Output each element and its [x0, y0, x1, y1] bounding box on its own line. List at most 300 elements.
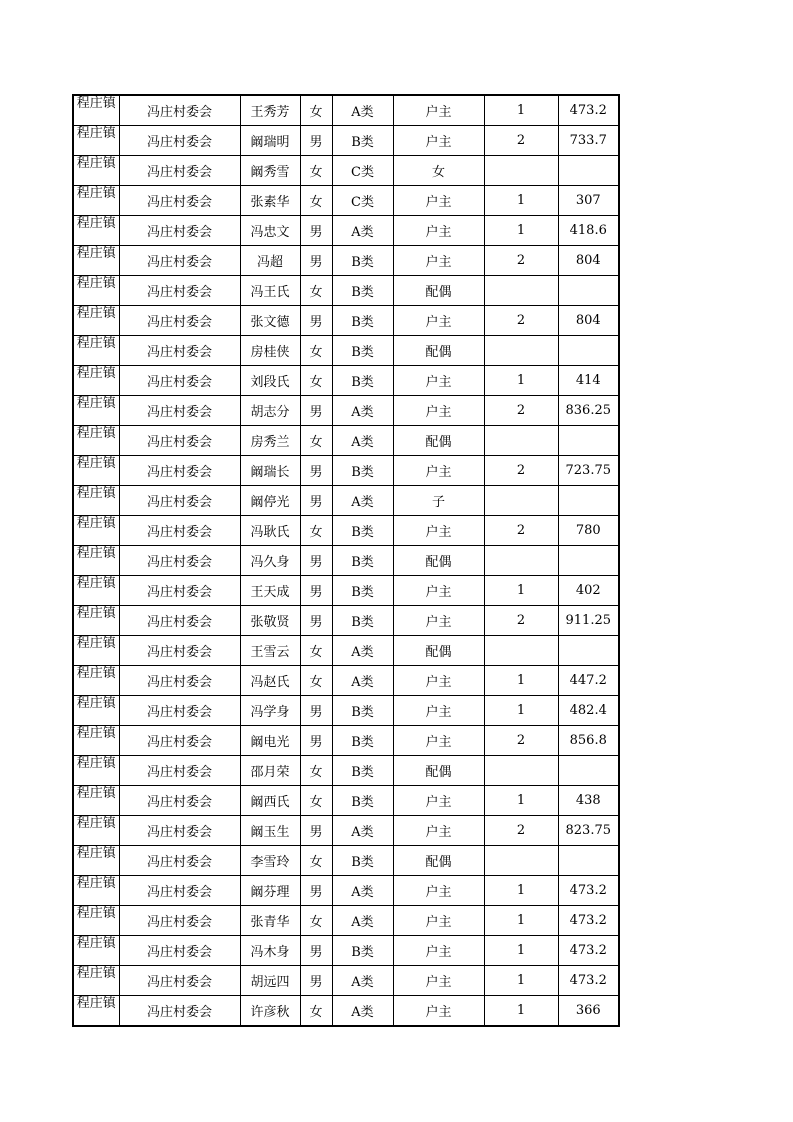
town-text: 程庄镇: [76, 366, 116, 381]
household-size-cell: [484, 846, 558, 876]
category-cell: B类: [332, 306, 393, 336]
relation-cell: 户主: [393, 876, 484, 906]
gender-cell: 男: [300, 216, 332, 246]
relation-cell: 配偶: [393, 336, 484, 366]
name-cell: 刘段氏: [240, 366, 300, 396]
table-row: [73, 636, 619, 666]
village-cell: 冯庄村委会: [119, 516, 240, 546]
gender-cell: 女: [300, 156, 332, 186]
amount-cell: 402: [558, 576, 619, 606]
gender-cell: 男: [300, 486, 332, 516]
amount-cell: [558, 486, 619, 516]
category-cell: A类: [332, 396, 393, 426]
town-cell: [73, 336, 119, 366]
village-cell: 冯庄村委会: [119, 876, 240, 906]
category-cell: A类: [332, 666, 393, 696]
category-cell: A类: [332, 906, 393, 936]
gender-cell: 女: [300, 186, 332, 216]
household-size-cell: 1: [484, 366, 558, 396]
table-row: [73, 876, 619, 906]
household-size-cell: [484, 546, 558, 576]
village-cell: 冯庄村委会: [119, 336, 240, 366]
category-cell: A类: [332, 486, 393, 516]
category-cell: B类: [332, 846, 393, 876]
town-text: 程庄镇: [76, 906, 116, 921]
household-size-cell: 2: [484, 246, 558, 276]
table-row: [73, 816, 619, 846]
category-cell: A类: [332, 966, 393, 996]
village-cell: 冯庄村委会: [119, 786, 240, 816]
town-cell: [73, 306, 119, 336]
household-size-cell: 1: [484, 696, 558, 726]
town-text: 程庄镇: [76, 96, 116, 111]
amount-cell: [558, 156, 619, 186]
amount-cell: 473.2: [558, 876, 619, 906]
town-text: 程庄镇: [76, 246, 116, 261]
amount-cell: [558, 276, 619, 306]
village-cell: 冯庄村委会: [119, 456, 240, 486]
gender-cell: 女: [300, 846, 332, 876]
amount-cell: [558, 636, 619, 666]
town-text: 程庄镇: [76, 816, 116, 831]
gender-cell: 女: [300, 906, 332, 936]
amount-cell: 418.6: [558, 216, 619, 246]
category-cell: B类: [332, 456, 393, 486]
town-cell: [73, 246, 119, 276]
gender-cell: 女: [300, 786, 332, 816]
village-cell: 冯庄村委会: [119, 906, 240, 936]
household-size-cell: 2: [484, 306, 558, 336]
relation-cell: 户主: [393, 246, 484, 276]
category-cell: B类: [332, 366, 393, 396]
category-cell: B类: [332, 336, 393, 366]
town-text: 程庄镇: [76, 486, 116, 501]
relation-cell: 户主: [393, 726, 484, 756]
household-size-cell: [484, 156, 558, 186]
town-cell: [73, 95, 119, 126]
gender-cell: 男: [300, 696, 332, 726]
table-row: [73, 576, 619, 606]
relation-cell: 户主: [393, 126, 484, 156]
town-cell: [73, 606, 119, 636]
amount-cell: 438: [558, 786, 619, 816]
table-row: [73, 966, 619, 996]
town-text: 程庄镇: [76, 996, 116, 1011]
gender-cell: 男: [300, 306, 332, 336]
amount-cell: [558, 546, 619, 576]
household-size-cell: 1: [484, 936, 558, 966]
name-cell: 阚芬理: [240, 876, 300, 906]
relation-cell: 配偶: [393, 636, 484, 666]
relation-cell: 配偶: [393, 546, 484, 576]
town-cell: [73, 216, 119, 246]
relation-cell: 户主: [393, 936, 484, 966]
relation-cell: 户主: [393, 786, 484, 816]
town-text: 程庄镇: [76, 636, 116, 651]
town-cell: [73, 576, 119, 606]
category-cell: A类: [332, 816, 393, 846]
town-text: 程庄镇: [76, 786, 116, 801]
relation-cell: 配偶: [393, 846, 484, 876]
gender-cell: 女: [300, 426, 332, 456]
relation-cell: 配偶: [393, 426, 484, 456]
relation-cell: 女: [393, 156, 484, 186]
household-size-cell: [484, 426, 558, 456]
town-cell: [73, 726, 119, 756]
amount-cell: 804: [558, 246, 619, 276]
name-cell: 胡远四: [240, 966, 300, 996]
town-cell: [73, 936, 119, 966]
town-cell: [73, 186, 119, 216]
household-size-cell: 1: [484, 996, 558, 1027]
gender-cell: 女: [300, 996, 332, 1027]
relation-cell: 户主: [393, 95, 484, 126]
relation-cell: 户主: [393, 966, 484, 996]
category-cell: C类: [332, 156, 393, 186]
town-cell: [73, 456, 119, 486]
name-cell: 阚西氏: [240, 786, 300, 816]
amount-cell: 733.7: [558, 126, 619, 156]
village-cell: 冯庄村委会: [119, 666, 240, 696]
name-cell: 张青华: [240, 906, 300, 936]
relation-cell: 户主: [393, 576, 484, 606]
town-text: 程庄镇: [76, 156, 116, 171]
table-row: [73, 846, 619, 876]
amount-cell: 307: [558, 186, 619, 216]
town-cell: [73, 396, 119, 426]
town-text: 程庄镇: [76, 276, 116, 291]
gender-cell: 男: [300, 876, 332, 906]
village-cell: 冯庄村委会: [119, 726, 240, 756]
name-cell: 冯忠文: [240, 216, 300, 246]
town-cell: [73, 276, 119, 306]
category-cell: A类: [332, 996, 393, 1027]
town-text: 程庄镇: [76, 306, 116, 321]
gender-cell: 女: [300, 516, 332, 546]
village-cell: 冯庄村委会: [119, 276, 240, 306]
amount-cell: 414: [558, 366, 619, 396]
amount-cell: 473.2: [558, 936, 619, 966]
amount-cell: 723.75: [558, 456, 619, 486]
table-row: [73, 696, 619, 726]
amount-cell: 804: [558, 306, 619, 336]
table-row: [73, 336, 619, 366]
gender-cell: 男: [300, 576, 332, 606]
name-cell: 邵月荣: [240, 756, 300, 786]
table-row: [73, 666, 619, 696]
town-text: 程庄镇: [76, 876, 116, 891]
gender-cell: 男: [300, 966, 332, 996]
category-cell: B类: [332, 516, 393, 546]
name-cell: 阚瑞长: [240, 456, 300, 486]
town-text: 程庄镇: [76, 516, 116, 531]
table-row: [73, 306, 619, 336]
name-cell: 冯超: [240, 246, 300, 276]
amount-cell: 823.75: [558, 816, 619, 846]
town-text: 程庄镇: [76, 966, 116, 981]
gender-cell: 男: [300, 456, 332, 486]
household-size-cell: 1: [484, 786, 558, 816]
table-row: [73, 246, 619, 276]
category-cell: B类: [332, 936, 393, 966]
amount-cell: 473.2: [558, 95, 619, 126]
town-text: 程庄镇: [76, 726, 116, 741]
relation-cell: 户主: [393, 696, 484, 726]
town-cell: [73, 666, 119, 696]
household-size-cell: 2: [484, 816, 558, 846]
category-cell: B类: [332, 546, 393, 576]
table-row: [73, 516, 619, 546]
village-cell: 冯庄村委会: [119, 576, 240, 606]
village-cell: 冯庄村委会: [119, 696, 240, 726]
category-cell: A类: [332, 876, 393, 906]
household-size-cell: 1: [484, 216, 558, 246]
gender-cell: 男: [300, 936, 332, 966]
table-row: [73, 156, 619, 186]
name-cell: 阚秀雪: [240, 156, 300, 186]
category-cell: A类: [332, 216, 393, 246]
town-text: 程庄镇: [76, 216, 116, 231]
table-row: [73, 906, 619, 936]
category-cell: A类: [332, 95, 393, 126]
table-row: [73, 396, 619, 426]
table-row: [73, 276, 619, 306]
town-text: 程庄镇: [76, 126, 116, 141]
table-row: [73, 546, 619, 576]
name-cell: 阚玉生: [240, 816, 300, 846]
household-size-cell: 2: [484, 726, 558, 756]
village-cell: 冯庄村委会: [119, 756, 240, 786]
table-row: [73, 426, 619, 456]
name-cell: 房桂侠: [240, 336, 300, 366]
name-cell: 冯学身: [240, 696, 300, 726]
relation-cell: 户主: [393, 366, 484, 396]
relation-cell: 户主: [393, 216, 484, 246]
gender-cell: 女: [300, 666, 332, 696]
relation-cell: 配偶: [393, 756, 484, 786]
table-row: [73, 216, 619, 246]
name-cell: 王天成: [240, 576, 300, 606]
household-size-cell: [484, 756, 558, 786]
town-cell: [73, 366, 119, 396]
town-cell: [73, 156, 119, 186]
town-text: 程庄镇: [76, 756, 116, 771]
category-cell: B类: [332, 786, 393, 816]
town-text: 程庄镇: [76, 426, 116, 441]
village-cell: 冯庄村委会: [119, 936, 240, 966]
name-cell: 冯木身: [240, 936, 300, 966]
category-cell: B类: [332, 246, 393, 276]
household-size-cell: 2: [484, 396, 558, 426]
category-cell: B类: [332, 276, 393, 306]
amount-cell: [558, 426, 619, 456]
amount-cell: 482.4: [558, 696, 619, 726]
gender-cell: 女: [300, 95, 332, 126]
town-cell: [73, 636, 119, 666]
table-row: [73, 756, 619, 786]
town-cell: [73, 816, 119, 846]
household-size-cell: 1: [484, 666, 558, 696]
town-cell: [73, 516, 119, 546]
gender-cell: 男: [300, 546, 332, 576]
household-size-cell: 1: [484, 186, 558, 216]
village-cell: 冯庄村委会: [119, 306, 240, 336]
village-cell: 冯庄村委会: [119, 486, 240, 516]
village-cell: 冯庄村委会: [119, 216, 240, 246]
household-size-cell: 1: [484, 576, 558, 606]
name-cell: 冯王氏: [240, 276, 300, 306]
relation-cell: 子: [393, 486, 484, 516]
relation-cell: 户主: [393, 816, 484, 846]
town-cell: [73, 876, 119, 906]
name-cell: 许彦秋: [240, 996, 300, 1027]
amount-cell: 780: [558, 516, 619, 546]
village-cell: 冯庄村委会: [119, 246, 240, 276]
household-size-cell: 2: [484, 456, 558, 486]
household-size-cell: 2: [484, 126, 558, 156]
town-text: 程庄镇: [76, 846, 116, 861]
town-text: 程庄镇: [76, 576, 116, 591]
household-size-cell: 2: [484, 606, 558, 636]
village-cell: 冯庄村委会: [119, 186, 240, 216]
data-table: [72, 94, 620, 1027]
category-cell: B类: [332, 576, 393, 606]
relation-cell: 户主: [393, 906, 484, 936]
village-cell: 冯庄村委会: [119, 846, 240, 876]
category-cell: A类: [332, 636, 393, 666]
household-size-cell: 2: [484, 516, 558, 546]
town-text: 程庄镇: [76, 186, 116, 201]
name-cell: 阚瑞明: [240, 126, 300, 156]
category-cell: B类: [332, 756, 393, 786]
gender-cell: 男: [300, 246, 332, 276]
amount-cell: 836.25: [558, 396, 619, 426]
household-size-cell: [484, 486, 558, 516]
amount-cell: [558, 336, 619, 366]
village-cell: 冯庄村委会: [119, 966, 240, 996]
village-cell: 冯庄村委会: [119, 126, 240, 156]
town-cell: [73, 696, 119, 726]
table-row: [73, 366, 619, 396]
name-cell: 冯耿氏: [240, 516, 300, 546]
category-cell: C类: [332, 186, 393, 216]
village-cell: 冯庄村委会: [119, 606, 240, 636]
gender-cell: 男: [300, 726, 332, 756]
name-cell: 阚电光: [240, 726, 300, 756]
household-size-cell: 1: [484, 95, 558, 126]
town-text: 程庄镇: [76, 456, 116, 471]
amount-cell: [558, 756, 619, 786]
table-row: [73, 456, 619, 486]
table-row: [73, 996, 619, 1027]
category-cell: B类: [332, 126, 393, 156]
town-cell: [73, 996, 119, 1027]
town-text: 程庄镇: [76, 396, 116, 411]
name-cell: 房秀兰: [240, 426, 300, 456]
category-cell: B类: [332, 726, 393, 756]
name-cell: 阚停光: [240, 486, 300, 516]
village-cell: 冯庄村委会: [119, 95, 240, 126]
village-cell: 冯庄村委会: [119, 396, 240, 426]
relation-cell: 户主: [393, 456, 484, 486]
amount-cell: 473.2: [558, 966, 619, 996]
village-cell: 冯庄村委会: [119, 426, 240, 456]
table-row: [73, 786, 619, 816]
gender-cell: 男: [300, 816, 332, 846]
amount-cell: 856.8: [558, 726, 619, 756]
town-text: 程庄镇: [76, 666, 116, 681]
name-cell: 张敬贤: [240, 606, 300, 636]
name-cell: 胡志分: [240, 396, 300, 426]
amount-cell: [558, 846, 619, 876]
town-text: 程庄镇: [76, 336, 116, 351]
table-row: [73, 95, 619, 126]
town-cell: [73, 486, 119, 516]
village-cell: 冯庄村委会: [119, 156, 240, 186]
household-size-cell: 1: [484, 906, 558, 936]
village-cell: 冯庄村委会: [119, 996, 240, 1027]
name-cell: 张文德: [240, 306, 300, 336]
name-cell: 张素华: [240, 186, 300, 216]
gender-cell: 女: [300, 756, 332, 786]
village-cell: 冯庄村委会: [119, 366, 240, 396]
town-text: 程庄镇: [76, 696, 116, 711]
name-cell: 李雪玲: [240, 846, 300, 876]
category-cell: A类: [332, 426, 393, 456]
gender-cell: 男: [300, 396, 332, 426]
amount-cell: 473.2: [558, 906, 619, 936]
amount-cell: 911.25: [558, 606, 619, 636]
category-cell: B类: [332, 606, 393, 636]
town-cell: [73, 846, 119, 876]
amount-cell: 366: [558, 996, 619, 1027]
name-cell: 冯久身: [240, 546, 300, 576]
town-text: 程庄镇: [76, 936, 116, 951]
town-cell: [73, 546, 119, 576]
gender-cell: 女: [300, 276, 332, 306]
gender-cell: 男: [300, 606, 332, 636]
gender-cell: 女: [300, 336, 332, 366]
gender-cell: 男: [300, 126, 332, 156]
household-size-cell: [484, 336, 558, 366]
town-cell: [73, 906, 119, 936]
relation-cell: 户主: [393, 186, 484, 216]
town-cell: [73, 426, 119, 456]
gender-cell: 女: [300, 636, 332, 666]
table-row: [73, 126, 619, 156]
household-size-cell: [484, 276, 558, 306]
relation-cell: 配偶: [393, 276, 484, 306]
category-cell: B类: [332, 696, 393, 726]
name-cell: 冯赵氏: [240, 666, 300, 696]
relation-cell: 户主: [393, 606, 484, 636]
town-cell: [73, 966, 119, 996]
village-cell: 冯庄村委会: [119, 816, 240, 846]
town-cell: [73, 786, 119, 816]
town-cell: [73, 126, 119, 156]
name-cell: 王雪云: [240, 636, 300, 666]
table-row: [73, 606, 619, 636]
relation-cell: 户主: [393, 516, 484, 546]
relation-cell: 户主: [393, 666, 484, 696]
household-size-cell: 1: [484, 876, 558, 906]
amount-cell: 447.2: [558, 666, 619, 696]
household-size-cell: [484, 636, 558, 666]
village-cell: 冯庄村委会: [119, 546, 240, 576]
relation-cell: 户主: [393, 396, 484, 426]
table-row: [73, 186, 619, 216]
relation-cell: 户主: [393, 996, 484, 1027]
